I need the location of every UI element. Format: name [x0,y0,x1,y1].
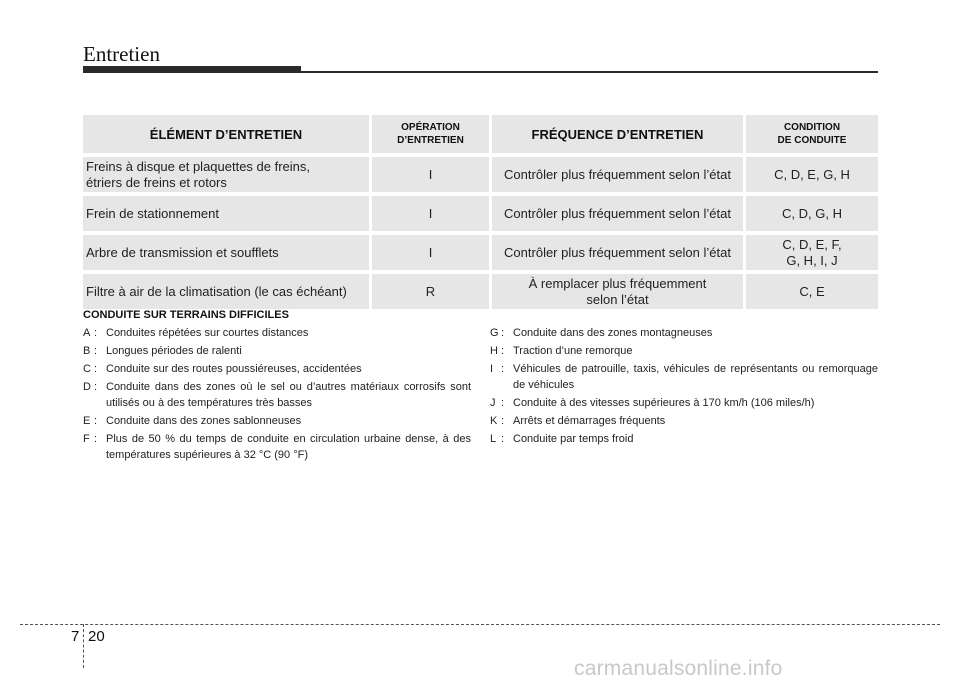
header-operation-line: OPÉRATION [401,122,460,133]
cell-maintenance-item-line: étriers de freins et rotors [86,174,227,190]
note-separator: : [501,433,505,445]
table-row [83,196,878,231]
cell-frequency-line: Contrôler plus fréquemment selon l’état [504,244,731,260]
chapter-number: 7 [71,628,80,645]
note-letter: A [83,327,91,339]
header-frequency: FRÉQUENCE D’ENTRETIEN [489,115,743,153]
note-text: Conduite dans des zones où le sel ou d’autres matériaux corrosifs sont utilisés ou à des températures très basses [106,381,471,409]
cell-maintenance-item-line: Freins à disque et plaquettes de freins, [86,158,311,174]
note-letter: E [83,415,91,427]
note-item [83,361,471,377]
table-row [83,274,878,309]
note-item [490,413,878,429]
cell-frequency [489,196,743,231]
cell-operation: I [369,157,489,192]
note-letter: I [490,363,494,375]
cell-condition-line: G, H, I, J [786,252,838,268]
cell-maintenance-item [83,274,369,309]
footer-rule [20,624,940,625]
cell-operation: I [369,235,489,270]
header-rule-thick [83,66,301,73]
note-text: Conduite par temps froid [513,433,634,445]
cell-frequency [489,235,743,270]
cell-frequency-line: À remplacer plus fréquemment [528,275,707,291]
note-separator: : [501,345,505,357]
note-text: Conduites répétées sur courtes distances [106,327,309,339]
note-item [83,431,471,463]
footer-divider [83,624,84,668]
table-row [83,235,878,270]
note-separator: : [501,397,505,409]
note-item [490,361,878,393]
header-condition [743,115,878,153]
header-rule-thin [301,71,878,73]
cell-condition-line: C, D, E, F, [782,236,842,252]
header-condition-line: CONDITION [783,122,841,133]
note-item [490,431,878,447]
note-item [490,343,878,359]
notes-title: CONDUITE SUR TERRAINS DIFFICILES [83,309,289,321]
header-maintenance-item: ÉLÉMENT D’ENTRETIEN [83,115,369,153]
cell-frequency-line: Contrôler plus fréquemment selon l’état [504,205,731,221]
header-operation [369,115,489,153]
note-item [83,343,471,359]
cell-frequency-line: selon l’état [586,291,649,307]
cell-condition-line: C, D, G, H [782,205,842,221]
note-letter: J [490,397,496,409]
note-letter: H [490,345,498,357]
note-letter: L [490,433,497,445]
note-text: Plus de 50 % du temps de conduite en circulation urbaine dense, à des températures supérieures à 32 °C (90 °F) [106,433,471,461]
watermark: carmanualsonline.info [574,657,783,680]
maintenance-table [83,111,878,313]
note-item [490,395,878,411]
cell-frequency [489,157,743,192]
note-text: Arrêts et démarrages fréquents [513,415,666,427]
note-letter: G [490,327,499,339]
note-letter: F [83,433,90,445]
note-letter: C [83,363,91,375]
cell-operation: I [369,196,489,231]
cell-condition [743,274,878,309]
note-item [83,325,471,341]
page-title: Entretien [83,42,160,66]
cell-maintenance-item-line: Frein de stationnement [86,205,219,221]
note-separator: : [94,363,98,375]
cell-frequency-line: Contrôler plus fréquemment selon l’état [504,166,731,182]
note-separator: : [94,381,98,393]
header-condition-line: DE CONDUITE [777,135,847,146]
note-separator: : [501,327,505,339]
note-separator: : [94,327,98,339]
cell-operation: R [369,274,489,309]
note-separator: : [501,363,505,375]
cell-maintenance-item [83,196,369,231]
note-text: Conduite dans des zones sablonneuses [106,415,302,427]
note-text: Conduite à des vitesses supérieures à 170 km/h (106 miles/h) [513,397,815,409]
table-header-row [83,115,878,153]
cell-maintenance-item-line: Filtre à air de la climatisation (le cas échéant) [86,283,347,299]
cell-maintenance-item-line: Arbre de transmission et soufflets [86,244,279,260]
notes-left-column [83,325,471,465]
cell-condition-line: C, E [799,283,825,299]
cell-frequency [489,274,743,309]
note-letter: K [490,415,498,427]
note-separator: : [94,345,98,357]
cell-condition-line: C, D, E, G, H [774,166,850,182]
cell-condition [743,235,878,270]
cell-maintenance-item [83,235,369,270]
page-number: 20 [88,628,105,645]
note-separator: : [94,415,98,427]
table-row [83,157,878,192]
note-text: Conduite dans des zones montagneuses [513,327,713,339]
cell-condition [743,157,878,192]
note-item [83,413,471,429]
note-text: Conduite sur des routes poussiéreuses, accidentées [106,363,362,375]
header-operation-line: D’ENTRETIEN [397,135,464,146]
cell-condition [743,196,878,231]
note-text: Véhicules de patrouille, taxis, véhicules de représentants ou remorquage de véhicules [513,363,878,391]
cell-maintenance-item [83,157,369,192]
note-text: Longues périodes de ralenti [106,345,242,357]
note-letter: D [83,381,91,393]
notes-right-column [490,325,878,449]
note-item [83,379,471,411]
note-item [490,325,878,341]
note-letter: B [83,345,91,357]
note-separator: : [501,415,505,427]
note-separator: : [94,433,98,445]
table-body [83,157,878,309]
note-text: Traction d’une remorque [513,345,633,357]
